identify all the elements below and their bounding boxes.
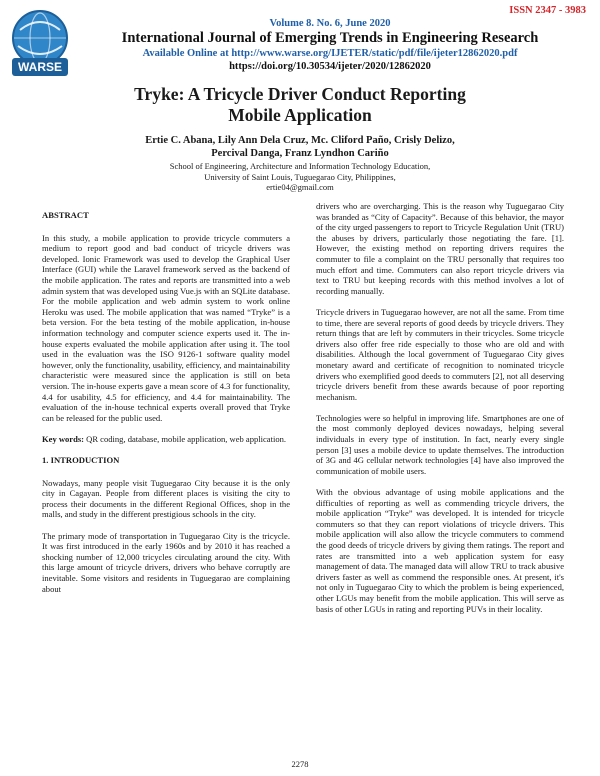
intro-paragraph-1: Nowadays, many people visit Tuguegarao City because it is the only city in Cagayan. People from different places is visiting the city to process their documents in the different Regional Offices, shop in the malls, and study in the different prestigious schools in the city. [42,477,290,520]
left-column [42,210,290,605]
doi-link[interactable]: https://doi.org/10.30534/ijeter/2020/12862020 [229,61,431,72]
paper-title [0,84,600,126]
keywords-label: Key words: [42,433,85,444]
right-column [316,201,564,625]
available-online-link[interactable]: Available Online at http://www.warse.org/IJETER/static/pdf/file/ijeter12862020.pdf [142,48,518,59]
affiliation [0,161,600,193]
page-number: 2278 [291,759,309,769]
right-paragraph-2: Tricycle drivers in Tuguegarao however, are not all the same. From time to time, there are several reports of good deeds by tricycle drivers. They return things that are left by commuters in their tricycles. Some tricycle drivers also offer free ride especially to those who are old and with disabilities. Although the local government of Tuguegarao City gives monetary award and certificate of recognition to nominated tricycle drivers who exemplified good deeds to commuters [2], not all deserving tricycle drivers benefit from these awards because of poor reporting mechanism. [316,306,564,402]
issn-number: ISSN 2347 - 3983 [509,5,586,16]
right-paragraph-3: Technologies were so helpful in improving life. Smartphones are one of the most commonly deployed devices nowadays, helping several individuals in every type of institution. In fact, nearly every single person [3] uses a mobile device to update themselves. The introduction of 3G and 4G cellular network technologies [4] have also improved the communication of mobile users. [316,412,564,476]
abstract-heading: ABSTRACT [42,210,89,220]
author-email[interactable]: ertie04@gmail.com [266,182,334,192]
keywords [42,434,290,445]
warse-logo [10,8,70,80]
authors-line-2: Percival Danga, Franz Lyndhon Cariño [211,147,389,159]
logo-text: WARSE [17,60,63,74]
author-list [0,135,600,160]
title-line-2: Mobile Application [228,105,372,125]
journal-header [70,18,590,73]
affiliation-line-1: School of Engineering, Architecture and Information Technology Education, [169,161,431,171]
right-paragraph-4: With the obvious advantage of using mobile applications and the difficulties of reporting as well as commending tricycle drivers, the mobile application “Tryke” was developed. It is intended for tricycle commuters so that they can report violations of tricycle drivers. This mobile application will also allow the tricycle commuters to commend the good deeds of tricycle drivers by giving them ratings. The report and rates are transmitted into a web application system for easy management of data. The managed data will allow TRU to track abusive drivers faster as well as commend the responsible ones. At present, it's not only in Tuguegarao City to which the problem is being experienced, other LGUs may benefit from the mobile application. This will serve as basis of other LGUs in rating and reporting PUVs in their locality. [316,487,564,614]
abstract-text: In this study, a mobile application to provide tricycle commuters a medium to report good and bad conduct of tricycle drivers was developed. Ionic Framework was used to develop the Graphical User Interface (GUI) while the Laravel framework served as the backend of the mobile application. The rates and reports are transmitted into a web admin system that was developed using Vue.js with an SQLite database. For the mobile application and web admin system to work online Heroku was used. The mobile application that was named “Tryke” is a beta version. For the beta testing of the mobile application, in-house information technology and computer science experts used it. The in-house experts evaluated the mobile application after using it. The tool used in the evaluation was the ISO 9126-1 software quality model however, only the functionality, usability, efficiency, and maintainability characteristic were measured since the application is still on beta version. The in-house experts gave a mean score of 4.3 for functionality, 4.4 for usability, 4.5 for efficiency, and 4.4 for maintainability. The evaluation of the in-house technical experts overall proved that Tryke can be released for the public used. [42,232,290,423]
intro-paragraph-2: The primary mode of transportation in Tuguegarao City is the tricycle. It was first introduced in the early 1960s and by 2010 it has reached a shocking number of 12,000 tricycles circulating around the city. With this large amount of tricycle drivers, drivers who behave corruptly are inevitable. Some visitors and residents in Tuguegarao are complaining about [42,530,290,594]
authors-line-1: Ertie C. Abana, Lily Ann Dela Cruz, Mc. Cliford Paño, Crisly Delizo, [145,135,455,146]
keywords-text: QR coding, database, mobile application, web application. [84,433,287,444]
title-line-1: Tryke: A Tricycle Driver Conduct Reporting [134,84,466,104]
affiliation-line-2: University of Saint Louis, Tuguegarao City, Philippines, [204,171,396,182]
journal-name: International Journal of Emerging Trends in Engineering Research [121,30,539,46]
introduction-heading: 1. INTRODUCTION [42,455,120,466]
right-paragraph-1: drivers who are overcharging. This is the reason why Tuguegarao City was branded as “City of Capacity”. Because of this behavior, the mayor of the city urged passengers to report to Tricycle Regulation Unit (TRU) the abuses by drivers, particularly those negotiating the fare. [1]. However, the existing method on reporting drivers requires the commuter to file a complaint on the TRU personally that requires too much effort and time. Commuters can also report tricycle drivers via text to TRU but keeping records with this method involves a lot of recording manually. [316,201,564,296]
volume-info: Volume 8. No. 6, June 2020 [269,18,391,29]
